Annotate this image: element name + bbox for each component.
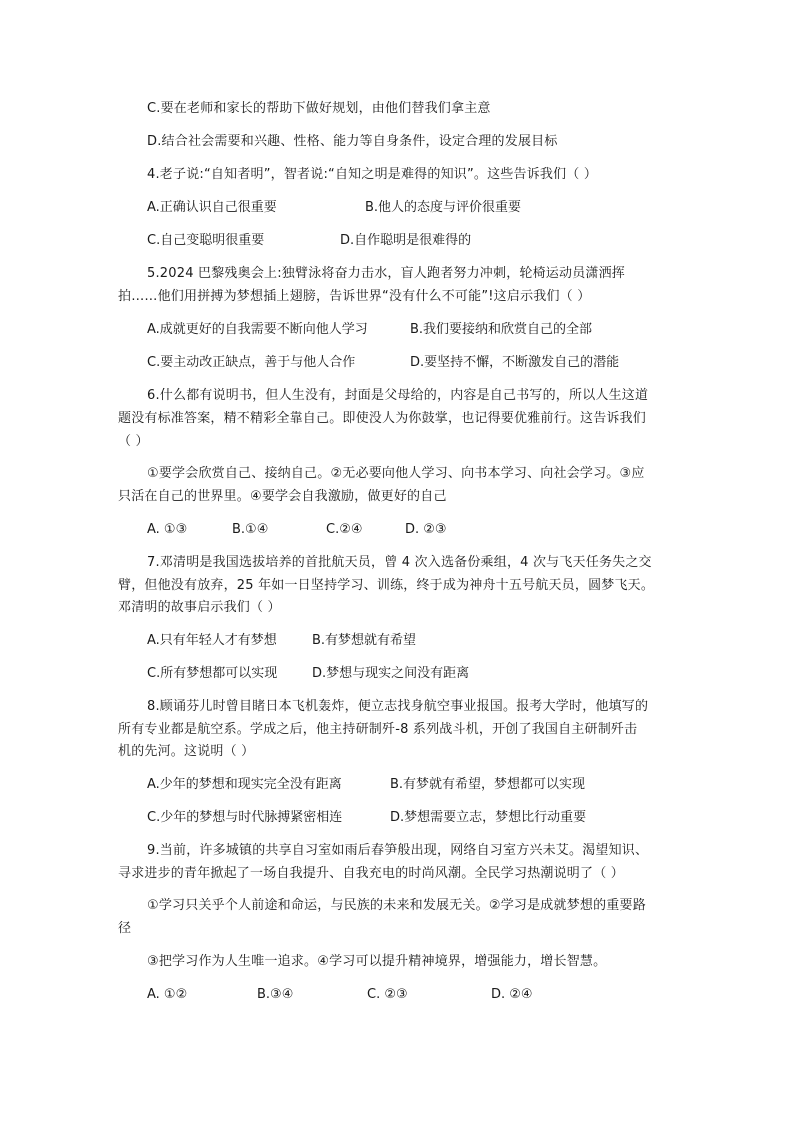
q8-option-b: B.有梦就有希望，梦想都可以实现 (390, 777, 586, 792)
q8-stem-line2: 所有专业都是航空系。学成之后，他主持研制歼-8 系列战斗机，开创了我国自主研制歼击 (118, 722, 638, 737)
q9-stem-line2: 寻求进步的青年掀起了一场自我提升、自我充电的时尚风潮。全民学习热潮说明了（ ） (118, 866, 624, 881)
q9-statements-line2: 径 (118, 921, 132, 936)
q6-stem-line1: 6.什么都有说明书，但人生没有，封面是父母给的，内容是自己书写的，所以人生这道 (147, 388, 649, 403)
q9-option-d: D. ②④ (491, 987, 533, 1002)
q6-option-a: A. ①③ (147, 522, 188, 537)
q4-option-c: C.自己变聪明很重要 (147, 233, 265, 248)
q6-stem-line2: 题没有标准答案，精不精彩全靠自己。即使没人为你鼓掌，也记得要优雅前行。这告诉我们 (118, 411, 647, 426)
q8-stem-line1: 8.顾诵芬儿时曾目睹日本飞机轰炸，便立志找身航空事业报国。报考大学时，他填写的 (147, 699, 649, 714)
q3-option-c: C.要在老师和家长的帮助下做好规划，由他们替我们拿主意 (147, 101, 491, 116)
q7-stem-line2: 臂，但他没有放弃，25 年如一日坚持学习、训练，终于成为神舟十五号航天员，圆梦飞天。 (118, 578, 655, 593)
q6-statements-line2: 只活在自己的世界里。④要学会自我激励，做更好的自己 (118, 489, 447, 504)
q8-option-d: D.梦想需要立志，梦想比行动重要 (390, 810, 587, 825)
q9-statements-line1: ①学习只关乎个人前途和命运，与民族的未来和发展无关。②学习是成就梦想的重要路 (147, 898, 646, 913)
q8-stem-line3: 机的先河。这说明（ ） (118, 744, 255, 759)
q7-option-b: B.有梦想就有希望 (312, 633, 417, 648)
q5-option-d: D.要坚持不懈，不断激发自己的潜能 (410, 355, 620, 370)
q8-option-c: C.少年的梦想与时代脉搏紧密相连 (147, 810, 343, 825)
q9-statements-line3: ③把学习作为人生唯一追求。④学习可以提升精神境界，增强能力，增长智慧。 (147, 954, 607, 969)
q6-stem-line3: （ ） (118, 434, 149, 449)
q7-option-a: A.只有年轻人才有梦想 (147, 633, 277, 648)
q4-option-b: B.他人的态度与评价很重要 (365, 200, 522, 215)
q7-stem-line3: 邓清明的故事启示我们（ ） (118, 600, 281, 615)
q6-statements-line1: ①要学会欣赏自己、接纳自己。②无必要向他人学习、向书本学习、向社会学习。③应 (147, 466, 645, 481)
q5-option-c: C.要主动改正缺点，善于与他人合作 (147, 355, 356, 370)
q5-option-a: A.成就更好的自我需要不断向他人学习 (147, 322, 368, 337)
q9-option-c: C. ②③ (367, 987, 408, 1002)
q7-option-d: D.梦想与现实之间没有距离 (312, 666, 470, 681)
q5-option-b: B.我们要接纳和欣赏自己的全部 (410, 322, 593, 337)
q4-stem: 4.老子说:“自知者明”，智者说:“自知之明是难得的知识”。这些告诉我们（ ） (147, 167, 598, 182)
q5-stem-line2: 拍……他们用拼搏为梦想插上翅膀，告诉世界“没有什么不可能”!这启示我们（ ） (118, 289, 591, 304)
q7-stem-line1: 7.邓清明是我国选拔培养的首批航天员，曾 4 次入选备份乘组，4 次与飞天任务失之交 (147, 555, 652, 570)
q9-option-b: B.③④ (257, 987, 294, 1002)
q8-option-a: A.少年的梦想和现实完全没有距离 (147, 777, 342, 792)
q3-option-d: D.结合社会需要和兴趣、性格、能力等自身条件，设定合理的发展目标 (147, 134, 558, 149)
q7-option-c: C.所有梦想都可以实现 (147, 666, 278, 681)
q6-option-d: D. ②③ (405, 522, 447, 537)
q5-stem-line1: 5.2024 巴黎残奥会上:独臂泳将奋力击水，盲人跑者努力冲刺，轮椅运动员潇洒挥 (147, 266, 625, 281)
q6-option-c: C.②④ (326, 522, 363, 537)
q9-option-a: A. ①② (147, 987, 188, 1002)
q4-option-d: D.自作聪明是很难得的 (340, 233, 472, 248)
q6-option-b: B.①④ (232, 522, 269, 537)
q9-stem-line1: 9.当前，许多城镇的共享自习室如雨后春笋般出现，网络自习室方兴未艾。渴望知识、 (147, 843, 649, 858)
q4-option-a: A.正确认识自己很重要 (147, 200, 277, 215)
